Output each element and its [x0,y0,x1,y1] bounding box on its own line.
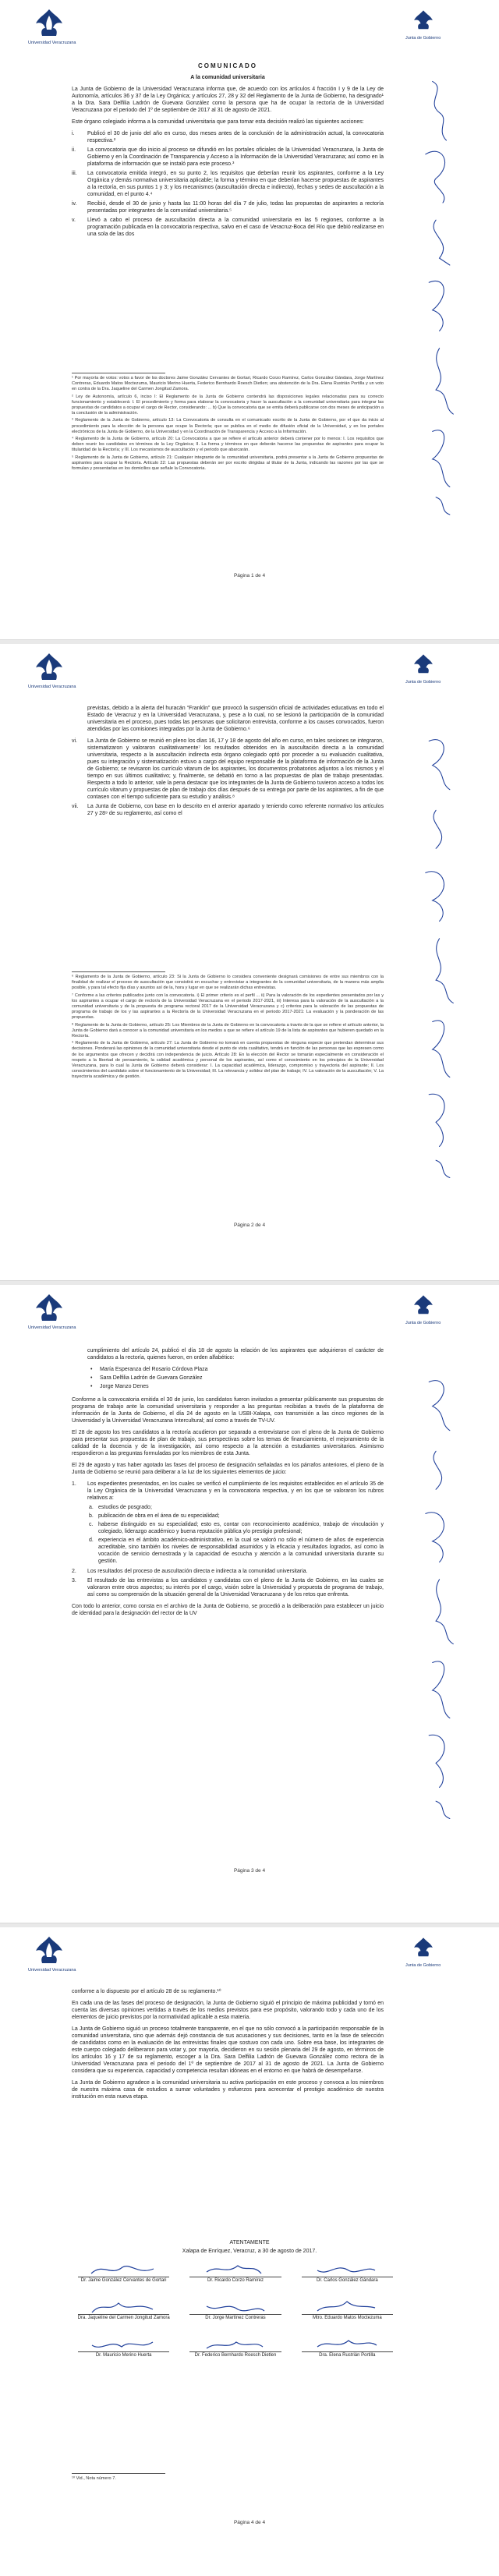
paragraph: En cada una de las fases del proceso de designación, la Junta de Gobierno siguió el principio de máxima publicidad y tomó en cuenta las diversas opiniones vertidas a través de los medios previstos para ese propósito, valorando todo y cada uno de los elementos de juicio previstos por la normatividad aplicable a esta materia. [72,2001,384,2020]
sub-list-item: a. estudios de posgrado; [89,1505,152,1510]
handwritten-signature [87,2336,157,2353]
junta-flame-logo-icon [412,9,435,31]
list-item: 2. Los resultados del proceso de auscultación directa e indirecta a la comunidad universitaria. [72,1569,308,1574]
footnotes [72,971,384,1082]
junta-flame-logo-icon [412,1937,435,1959]
signature-block: Mtro. Eduardo Matos Moctezuma [296,2298,399,2330]
junta-logo-caption: Junta de Gobierno [405,680,441,685]
paragraph: cumplimiento del artículo 24, publicó el día 18 de agosto la relación de los aspirantes que adquirieron el carácter de candidatos a la rectoría, quienes fueron, en orden alfabético: [87,1348,384,1361]
footnote: ⁵ Reglamento de la Junta de Gobierno, artículo 21: Cualquier integrante de la comunidad universitaria, podrá presentar a la Junta de Gobierno propuestas de aspirantes para ocupar la Rectoría. Artículo 22: Las propuestas deberán ser por escrito dirigidas al titular de la Junta, indicando las razones por las que se formulan y presentarlas en los domicilios que señale la Convocatoria. [72,455,384,472]
margin-signatures [412,1339,474,1854]
footnotes [72,373,384,473]
handwritten-signature [87,2261,157,2278]
signature-block: Dra. Elena Rustrián Portilla [296,2336,399,2367]
signature-block: Dr. Jorge Martínez Contreras [183,2298,287,2330]
page-header [0,644,499,699]
sub-list-item: b. publicación de obra en el área de su especialidad; [89,1513,220,1519]
signature-block: Dr. Federico Bernhardo Roesch Dietlen [183,2336,287,2367]
footnote: ⁴ Reglamento de la Junta de Gobierno, artículo 20: La Convocatoria a que se refiere el artículo anterior deberá contener por lo menos: I. Los requisitos que deben reunir los candidatos en términos de la Ley Orgánica; II. La forma y términos en que deberán hacerse las propuestas de aspirantes para ocupar la titularidad de la Rectoría; y III. Los mecanismos de auscultación y el periodo que abarcarán. [72,437,384,453]
junta-logo-caption: Junta de Gobierno [405,1321,441,1325]
footnote: ⁸ Reglamento de la Junta de Gobierno, artículo 25: Los Miembros de la Junta de Gobierno en la convocatoria a través de la que se refiere el artículo anterior, la Junta de Gobierno dará a conocer a la comunidad universitaria en los medios a que se refiere el artículo 19 de la lista de aspirantes que hubieren quedado en la Rectoría. [72,1022,384,1039]
handwritten-signature [199,2261,269,2278]
paragraph: previstas, debido a la alerta del huracán “Franklin” que provocó la suspensión oficial de actividades educativas en todo el Estado de Veracruz y en la Universidad Veracruzana, y, pese a lo cual, no se lesionó la participación de la comunidad universitaria en el proceso, pues todas las personas que solicitaron entrevista, conforme a los causes convocados, fueron atendidas por las comisiones integradas por la Junta de Gobierno.⁶ [87,706,384,732]
footnotes [72,2473,384,2483]
page-1 [0,0,499,639]
page-number: Página 2 de 4 [233,1223,266,1228]
paragraph: La Junta de Gobierno siguió un proceso totalmente transparente, en el que no sólo convocó a la participación responsable de la comunidad universitaria, sino que además dejó constancia de sus acusaciones y sus decisiones, tanto en la fase de selección de candidatos como en la evaluación de las entrevistas finales que sostuvo con cada uno. Sobre esa base, los integrantes de este cuerpo colegiado deliberaron para votar y, por mayoría, decidieron en su sesión plenaria del 29 de agosto, en términos de los artículos 16 y 17 de su reglamento, escoger a la Dra. Sara Delfilia Ladrón de Guevara González como rectora de la Universidad Veracruzana para el periodo del 1º de septiembre de 2017 al 31 de agosto de 2021. La Junta de Gobierno considera que su experiencia, capacidad y competencia resultan idóneas en el entorno en que habrá de desempeñarse. [72,2026,384,2074]
candidate-item: • Jorge Manzo Denes [90,1384,149,1389]
paragraph: Conforme a la convocatoria emitida el 30 de junio, los candidatos fueron invitados a presentar públicamente sus propuestas de programa de trabajo ante la comunidad universitaria y responder a las preguntas recibidas a través de la plataforma de información de la Junta de Gobierno, el día 24 de agosto en la USBI-Xalapa, con transmisión a las cinco regiones de la Universidad y la Universidad Veracruzana Intercultural; así como a través de TV-UV. [72,1397,384,1424]
margin-signatures [412,699,474,1213]
junta-logo-caption: Junta de Gobierno [405,36,441,41]
candidate-item: • María Esperanza del Rosario Córdova Plaza [90,1367,208,1372]
footnote: ⁷ Conforme a las criterios publicados junto con la convocatoria. i) El primer criterio es el perfil ... ii) Para la valoración de los expedientes presentados por las y los aspirantes a ocupar el cargo de rector/a de la Universidad Veracruzana en el periodo 2017-2021, iii) Interesa para la valoración de la auscultación a la comunidad universitaria y de la propuesta de programa rectoral 2017 de la Universidad Veracruzana y c) criterios para la valoración de las propuestas de programa de trabajo de los y las aspirantes a la Rectoría de la Universidad Veracruzana en el periodo 2017-2021: La evaluación y la ponderación de las propuestas. [72,993,384,1021]
junta-logo-caption: Junta de Gobierno [405,1963,441,1968]
sub-list-item: c. haberse distinguido en su especialidad; esto es, contar con reconocimiento académico, trabajo de vinculación y colegiado, liderazgo académico y buena reputación pública y/o prestigio profesional; [89,1522,384,1534]
paragraph: El 29 de agosto y tras haber agotado las fases del proceso de designación señaladas en los párrafos anteriores, el pleno de la Junta de Gobierno se reunió para deliberar a la luz de los siguientes elementos de juicio: [72,1463,384,1475]
paragraph: Con todo lo anterior, como consta en el archivo de la Junta de Gobierno, se procedió a la deliberación para establecer un juicio de identidad para la designación del rector de la UV [72,1604,384,1616]
list-item: vi. La Junta de Gobierno se reunió en pleno los días 16, 17 y 18 de agosto del año en curso, en tales sesiones se integraron, sistematizaron y valoraron cualitativamente⁷ los resultados obtenidos en la auscultación directa a la comunidad universitaria, respecto a la auscultación indirecta esta órgano colegiado optó por proceder a su evaluación cualitativa, pues su integración y sistematización estuvo a cargo del equipo responsable de la plataforma de información de la Junta de Gobierno; se revisaron los currículo vitarum de los aspirantes, los documentos probatorios adjuntos a los mismos y el tiempo en sus últimos cualitativo; y, finalmente, se debatió en torno a las propuestas de plan de trabajo presentadas. Respecto a todo lo anterior, vale la pena destacar que los integrantes de la Junta de Gobierno tuvieron acceso a todos los currículo vitarum y propuestas de plan de trabajo dos días después de su entrega por parte de los aspirantes, a fin de que contasen con el tiempo suficiente para su estudio y análisis.⁸ [72,738,384,800]
handwritten-signature [311,2298,381,2316]
handwritten-signature [87,2298,157,2316]
page-4 [0,1927,499,2576]
handwritten-signature [311,2261,381,2278]
list-item: ii. La convocatoria que dio inicio al proceso se difundió en los portales oficiales de la Universidad Veracruzana, la Junta de Gobierno y en la Coordinación de Transparencia y Acceso a la Información de la Universidad Veracruzana; así como en la plataforma de información que se instaló para este proceso.³ [72,147,384,167]
page-3-body [72,1347,384,1622]
footnote: ³ Reglamento de la Junta de Gobierno, artículo 13: La Convocatoria de consulta en el comunicado escrito de la Junta de Gobierno, por el que da inicio al procedimiento para la elección de la persona que ocupe la Rectoría; que se publica en el medio de difusión oficial de la Universidad, y en los portales electrónicos de la Junta de Gobierno, de la Universidad y en la Coordinación de Transparencia y Acceso a la Información. [72,418,384,434]
footnote: ¹⁰ Vid., Nota número 7. [72,2476,116,2481]
junta-flame-logo-icon [412,1294,435,1316]
footnote: ¹ Por mayoría de votos: votos a favor de los doctores Jaime González Cervantes de Gortari, Ricardo Corzo Ramírez, Carlos González Gándara, Jorge Martínez Contreras, Eduardo Matos Moctezuma, Mauricio Merino Huerta, Federico Bernhardo Roesch Dietlen; una abstención de la Dra. Elena Rustrián Portilla y un voto en contra de la Dra. Jaqueline del Carmen Jongitud Zamora. [72,376,384,392]
list-item: vii. La Junta de Gobierno, con base en lo descrito en el anterior apartado y teniendo como referente normativo los artículos 27 y 28⁹ de su reglamento, así como el [72,804,384,816]
handwritten-signature [199,2298,269,2316]
uv-logo-caption: Universidad Veracruzana [28,685,76,689]
footnote-rule [72,2473,165,2474]
signature-block: Dr. Mauricio Merino Huerta [72,2336,175,2367]
paragraph: conforme a lo dispuesto por el artículo 28 de su reglamento.¹⁰ [72,1989,221,1994]
list-item: iii. La convocatoria emitida integró, en su punto 2, los requisitos que deberían reunir los aspirantes, conforme a la Ley Orgánica y demás normativa universitaria aplicable; la forma y término en que deberían hacerse propuestas de aspirantes a la rectoría, en sus puntos 1 y 3; y los mecanismos (auscultación directa e indirecta), fechas y sedes de auscultación a la comunidad, en el punto 4.⁴ [72,171,384,197]
page-header [0,1927,499,1982]
uv-logo-caption: Universidad Veracruzana [28,41,76,45]
page-1-body [72,62,384,240]
paragraph: La Junta de Gobierno de la Universidad Veracruzana informa que, de acuerdo con los artículos 4 fracción I y 9 de la Ley de Autonomía, artículos 36 y 37 de la Ley Orgánica; y artículos 27, 28 y 32 del Reglamento de la Junta de Gobierno, ha designado¹ a la Dra. Sara Delfilia Ladrón de Guevara González como la persona que ha de ocupar la rectoría de la Universidad Veracruzana por el periodo del 1º de septiembre de 2017 al 31 de agosto de 2021. [72,87,384,113]
closing: ATENTAMENTE [229,2240,270,2245]
candidate-item: • Sara Delfilia Ladrón de Guevara González [90,1375,203,1381]
margin-signatures [412,47,474,546]
page-header [0,1285,499,1339]
list-item: 1. Los expedientes presentados, en los cuales se verificó el cumplimiento de los requisitos establecidos en el artículo 35 de la Ley Orgánica de la Universidad Veracruzana y en la convocatoria respectiva, y en los que se valoraron los rubros relativos a: [72,1481,384,1501]
page-2 [0,644,499,1280]
page-number: Página 4 de 4 [233,2520,266,2525]
page-number: Página 3 de 4 [233,1868,266,1874]
list-item: iv. Recibió, desde el 30 de junio y hasta las 11:00 horas del día 7 de julio, todas las propuestas de aspirantes a rectoría presentadas por integrantes de la comunidad universitaria.⁵ [72,201,384,214]
list-item: v. Llevó a cabo el proceso de auscultación directa a la comunidad universitaria en las 5 regiones, conforme a la programación publicada en la convocatoria respectiva, salvo en el caso de Veracruz-Boca del Río que debió realizarse en una sola de las dos [72,218,384,237]
page-3 [0,1285,499,1923]
junta-flame-logo-icon [412,653,435,675]
handwritten-signature [311,2336,381,2353]
signature-block: Dr. Jaime González Cervantes de Gortari [72,2261,175,2292]
signature-block: Dr. Ricardo Corzo Ramírez [183,2261,287,2292]
uv-logo-caption: Universidad Veracruzana [28,1325,76,1330]
paragraph: El 28 de agosto los tres candidatos a la rectoría acudieron por separado a entrevistarse con el pleno de la Junta de Gobierno para presentar sus propuestas de plan de trabajo, sus perspectivas sobre los temas de financiamiento, el mejoramiento de la calidad de la docencia y de la investigación, así como respecto a la atención a estudiantes universitarios. Asimismo respondieron a las preguntas formuladas por los miembros de esta Junta. [72,1430,384,1456]
footnote: ⁶ Reglamento de la Junta de Gobierno, artículo 23: Si la Junta de Gobierno lo considera conveniente designará comisiones de entre sus miembros con la finalidad de realizar el proceso de auscultación que consistirá en escuchar y entrevistar a integrantes de la comunidad universitaria, de la manera más amplia posible, y para tal efecto fija días y asuntos así de la, hora y lugar en que se realizarán dichas entrevistas. [72,975,384,991]
paragraph: La Junta de Gobierno agradece a la comunidad universitaria su activa participación en este proceso y convoca a los miembros de nuestra máxima casa de estudios a sumar voluntades y esfuerzos para acrecentar el prestigio académico de nuestra institución en esta nueva etapa. [72,2080,384,2100]
document-subtitle: A la comunidad universitaria [190,75,265,80]
uv-flame-logo-icon [33,1935,65,1966]
footnote: ² Ley de Autonomía, artículo 6, inciso I: El Reglamento de la Junta de Gobierno contendrá las disposiciones legales relacionadas para su correcto funcionamiento y establecerá: I. El procedimiento y forma para elaborar la convocatoria y hacer la auscultación a la comunidad universitaria para integrar las propuestas de candidatos a ocupar el cargo de Rector, considerando: ... b) Que la convocatoria que se emita deberá publicarse con dos meses de anticipación a la conclusión de la administración. [72,394,384,416]
uv-logo-caption: Universidad Veracruzana [28,1968,76,1973]
sub-list-item: d. experiencia en el ámbito académico-administrativo, en la cual se valoró no sólo el número de años de experiencia acreditable, sino también los niveles de responsabilidad asumidos y la eficacia y resultados logrados, así como la vocación de servicio demostrada y la capacidad de escucha y atención a la comunidad universitaria durante su gestión. [89,1537,384,1564]
uv-flame-logo-icon [33,1293,65,1324]
footnote-rule [72,971,165,972]
list-item: 3. El resultado de las entrevistas a los candidatos y candidatas con el pleno de la Junta de Gobierno, en las cuales se valoraron entre otros aspectos; su interés por el cargo, visión sobre la Universidad y propuesta de programa de trabajo, así como su comprensión de la situación general de la Universidad Veracruzana y de los retos que enfrenta. [72,1578,384,1598]
document-title: COMUNICADO [198,62,257,69]
page-number: Página 1 de 4 [233,573,266,579]
signature-grid [72,2261,399,2367]
signature-block: Dr. Carlos González Gándara [296,2261,399,2292]
page-2-body [72,705,384,819]
uv-flame-logo-icon [33,652,65,683]
signature-block: Dra. Jaqueline del Carmen Jongitud Zamora [72,2298,175,2330]
footnote: ⁹ Reglamento de la Junta de Gobierno, artículo 27: La Junta de Gobierno no tomará en cuenta propuestas de ninguna especie que pretendan determinar sus decisiones. Ponderará las opiniones de la comunidad universitaria desde el punto de vista cualitativo, tendrá en función de las personas que las expresen como de los argumentos que ofrecen y decidirá con independencia de juicio. Artículo 28: En la elección del Rector se tomarán especialmente en consideración el respeto a la libertad de pensamiento, la calidad académica y personal de los aspirantes, así como el conocimiento en los principios de la Universidad Veracruzana, para lo cual la Junta de Gobierno deberá considerar: I. La capacidad académica, liderazgo, compromiso y trayectoria del aspirante; II. Los conocimientos del candidato sobre el funcionamiento de la Universidad; III. La relevancia y solidez del plan de trabajo; IV. La valoración de la auscultación; V. La trayectoria académica y de gestión. [72,1041,384,1080]
uv-flame-logo-icon [33,8,65,39]
paragraph: Este órgano colegiado informa a la comunidad universitaria que para tomar esta decisión realizó las siguientes acciones: [72,119,364,125]
page-4-body [72,1988,384,2105]
list-item: i. Publicó el 30 de junio del año en curso, dos meses antes de la conclusión de la administración actual, la convocatoria respectiva.² [72,131,384,143]
place-date: Xalapa de Enríquez, Veracruz, a 30 de agosto de 2017. [182,2249,317,2254]
handwritten-signature [199,2336,269,2353]
